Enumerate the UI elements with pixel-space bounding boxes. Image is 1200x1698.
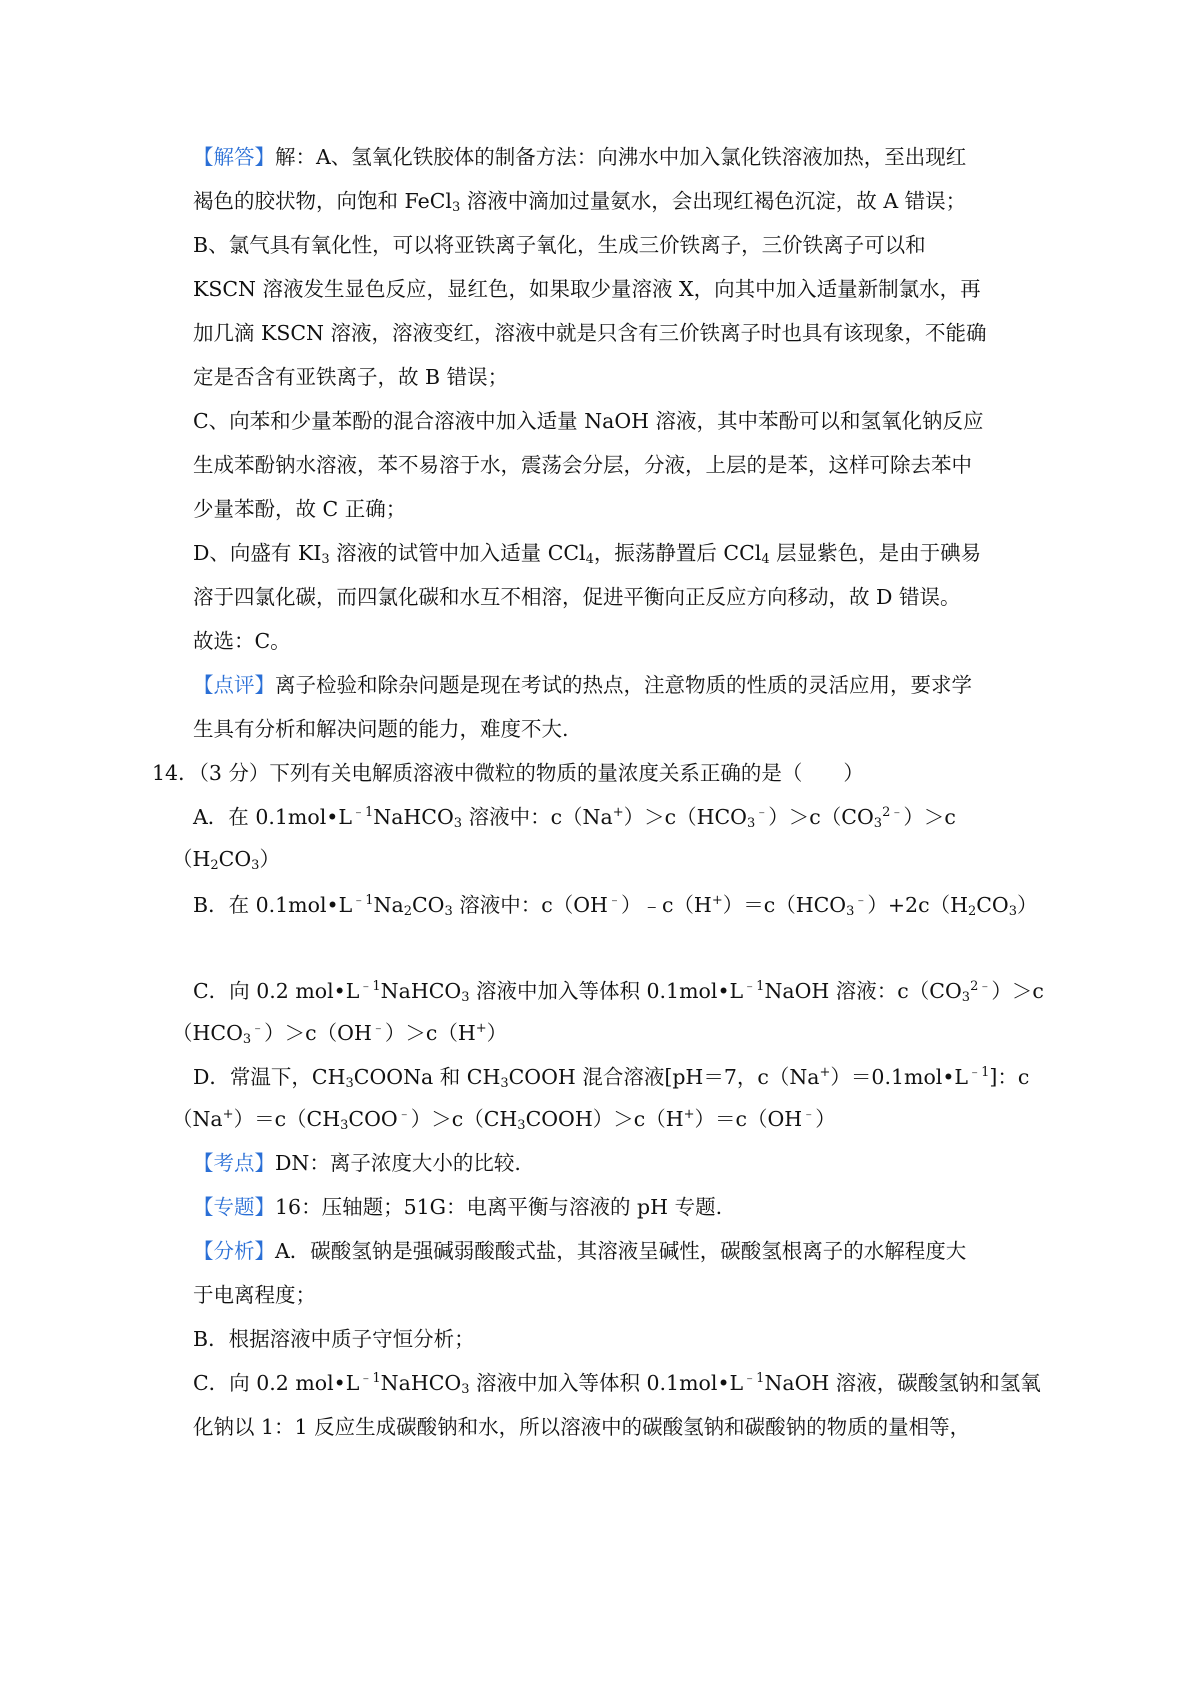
superscript: +: [819, 1065, 831, 1080]
answer-choice: 故选：C。: [193, 629, 291, 653]
subscript: 3: [500, 1076, 509, 1091]
option-text: COO: [348, 1107, 398, 1131]
subscript: 3: [461, 990, 470, 1005]
option-text: CO: [218, 847, 252, 871]
answer-line: KSCN 溶液发生显色反应，显红色，如果取少量溶液 X，向其中加入适量新制氯水，再: [193, 277, 981, 301]
option-text: NaOH 溶液：c（CO: [764, 979, 962, 1003]
option-text: ）＞c: [991, 979, 1044, 1003]
superscript: ﹣1: [352, 893, 374, 908]
option-text: ）: [259, 847, 280, 871]
subscript: 3: [321, 552, 330, 567]
answer-text: 溶液的试管中加入适量 CCl: [329, 541, 586, 565]
subscript: 3: [242, 1032, 252, 1047]
option-text: ）＞c（H: [384, 1021, 476, 1045]
superscript: ﹣1: [968, 1065, 990, 1080]
option-text: D．常温下，CH: [193, 1065, 346, 1089]
option-text: 溶液中：c（OH: [452, 893, 608, 917]
subscript: 3: [345, 1076, 354, 1091]
subscript: 3: [517, 1118, 526, 1133]
option-text: （Na: [172, 1107, 223, 1131]
analysis-line: [193, 1237, 966, 1265]
superscript: ﹣: [251, 1021, 265, 1036]
zhuanti-text: 16：压轴题；51G：电离平衡与溶液的 pH 专题.: [275, 1195, 723, 1219]
subscript: 3: [873, 816, 883, 831]
analysis-tag: 【分析】: [193, 1239, 275, 1263]
option-text: ）＞c（CH: [410, 1107, 518, 1131]
subscript: 4: [761, 552, 770, 567]
answer-text: ，振荡静置后 CCl: [593, 541, 762, 565]
option-text: （H: [172, 847, 211, 871]
answer-text: 溶液中滴加过量氨水，会出现红褐色沉淀，故 A 错误；: [460, 189, 967, 213]
subscript: 3: [846, 904, 855, 919]
comment-line: [193, 671, 972, 699]
answer-line: 溶于四氯化碳，而四氯化碳和水互不相溶，促进平衡向正反应方向移动，故 D 错误。: [193, 585, 961, 609]
option-a-continued: [172, 845, 280, 873]
subscript: 3: [453, 816, 463, 831]
answer-tag: 【解答】: [193, 145, 275, 169]
option-text: ]：c: [989, 1065, 1030, 1089]
superscript: +: [711, 893, 723, 908]
subscript: 2: [403, 904, 412, 919]
answer-line: C、向苯和少量苯酚的混合溶液中加入适量 NaOH 溶液，其中苯酚可以和氢氧化钠反应: [193, 409, 984, 433]
answer-text: 褐色的胶状物，向饱和 FeCl: [193, 189, 452, 213]
subscript: 3: [1008, 904, 1018, 919]
superscript: ﹣1: [743, 1371, 765, 1386]
analysis-text: A．碳酸氢钠是强碱弱酸酸式盐，其溶液呈碱性，碳酸氢根离子的水解程度大: [275, 1239, 967, 1263]
option-c-continued: [172, 1019, 507, 1047]
option-c: [193, 977, 1044, 1005]
answer-text: 层显紫色，是由于碘易: [769, 541, 982, 565]
option-d: [193, 1063, 1029, 1091]
analysis-text: NaHCO: [380, 1371, 462, 1395]
option-text: ）﹣c（H: [620, 893, 712, 917]
superscript: ﹣: [397, 1107, 411, 1122]
analysis-line: 于电离程度；: [193, 1283, 316, 1307]
zhuanti-line: [193, 1193, 722, 1221]
option-text: 溶液中：c（Na: [462, 805, 613, 829]
kaodian-text: DN：离子浓度大小的比较.: [275, 1151, 521, 1175]
superscript: +: [683, 1107, 695, 1122]
kaodian-line: [193, 1149, 521, 1177]
subscript: 3: [340, 1118, 349, 1133]
zhuanti-tag: 【专题】: [193, 1195, 275, 1219]
superscript: +: [612, 805, 624, 820]
option-text: （HCO: [172, 1021, 243, 1045]
option-text: Na: [373, 893, 404, 917]
kaodian-tag: 【考点】: [193, 1151, 275, 1175]
subscript: 3: [251, 858, 260, 873]
answer-line: 加几滴 KSCN 溶液，溶液变红，溶液中就是只含有三价铁离子时也具有该现象，不能确: [193, 321, 987, 345]
answer-text: D、向盛有 KI: [193, 541, 322, 565]
option-text: NaHCO: [373, 805, 454, 829]
superscript: ﹣: [371, 1021, 385, 1036]
question-stem: 14．（3 分）下列有关电解质溶液中微粒的物质的量浓度关系正确的是（ ）: [152, 761, 864, 785]
superscript: ﹣: [607, 893, 621, 908]
option-text: NaHCO: [380, 979, 462, 1003]
option-text: ）: [1017, 893, 1038, 917]
option-a: [193, 803, 956, 831]
option-text: 溶液中加入等体积 0.1mol•L: [469, 979, 744, 1003]
subscript: 3: [461, 1382, 470, 1397]
superscript: ﹣1: [359, 979, 381, 994]
option-text: CO: [976, 893, 1009, 917]
option-text: ）＝c（CH: [233, 1107, 341, 1131]
analysis-line: [193, 1369, 1041, 1397]
answer-line: [193, 187, 966, 215]
answer-line: [193, 143, 966, 171]
superscript: ﹣: [854, 893, 868, 908]
option-text: ）+2c（H: [867, 893, 968, 917]
answer-line: 生成苯酚钠水溶液，苯不易溶于水，震荡会分层，分液，上层的是苯，这样可除去苯中: [193, 453, 972, 477]
comment-line: 生具有分析和解决问题的能力，难度不大.: [193, 717, 569, 741]
superscript: +: [222, 1107, 234, 1122]
superscript: ﹣: [802, 1107, 816, 1122]
subscript: 3: [444, 904, 453, 919]
answer-line: 少量苯酚，故 C 正确；: [193, 497, 407, 521]
analysis-text: 溶液中加入等体积 0.1mol•L: [469, 1371, 744, 1395]
superscript: ﹣1: [359, 1371, 381, 1386]
superscript: +: [475, 1021, 487, 1036]
option-text: ）＞c（OH: [264, 1021, 372, 1045]
option-text: ）: [815, 1107, 836, 1131]
subscript: 3: [747, 816, 756, 831]
option-text: A．在 0.1mol•L: [193, 805, 352, 829]
analysis-text: NaOH 溶液，碳酸氢钠和氢氧: [764, 1371, 1041, 1395]
option-text: ）＞c（CO: [768, 805, 874, 829]
option-text: COOH）＞c（H: [525, 1107, 684, 1131]
superscript: 2﹣: [882, 805, 904, 820]
answer-line: 定是否含有亚铁离子，故 B 错误；: [193, 365, 509, 389]
superscript: ﹣1: [743, 979, 765, 994]
superscript: ﹣: [755, 805, 769, 820]
answer-line: [193, 539, 981, 567]
subscript: 3: [961, 990, 971, 1005]
option-text: ）＝c（OH: [694, 1107, 803, 1131]
option-text: COONa 和 CH: [353, 1065, 501, 1089]
subscript: 4: [585, 552, 594, 567]
comment-text: 离子检验和除杂问题是现在考试的热点，注意物质的性质的灵活应用，要求学: [275, 673, 972, 697]
option-text: ）: [486, 1021, 508, 1045]
option-text: ）＝0.1mol•L: [830, 1065, 969, 1089]
option-text: ）＞c: [903, 805, 956, 829]
superscript: 2﹣: [970, 979, 992, 994]
analysis-line: 化钠以 1：1 反应生成碳酸钠和水，所以溶液中的碳酸氢钠和碳酸钠的物质的量相等，: [193, 1415, 971, 1439]
option-text: B．在 0.1mol•L: [193, 893, 353, 917]
option-d-continued: [172, 1105, 836, 1133]
subscript: 2: [210, 858, 219, 873]
option-text: COOH 混合溶液[pH＝7，c（Na: [508, 1065, 820, 1089]
subscript: 2: [967, 904, 977, 919]
option-text: CO: [411, 893, 445, 917]
option-text: ）＝c（HCO: [722, 893, 847, 917]
subscript: 3: [452, 200, 461, 215]
superscript: ﹣1: [351, 805, 374, 820]
analysis-text: C．向 0.2 mol•L: [193, 1371, 360, 1395]
answer-text: 解：A、氢氧化铁胶体的制备方法：向沸水中加入氯化铁溶液加热，至出现红: [275, 145, 967, 169]
comment-tag: 【点评】: [193, 673, 275, 697]
option-text: ）＞c（HCO: [623, 805, 747, 829]
answer-line: B、氯气具有氧化性，可以将亚铁离子氧化，生成三价铁离子，三价铁离子可以和: [193, 233, 926, 257]
option-b: [193, 891, 1038, 919]
analysis-line: B．根据溶液中质子守恒分析；: [193, 1327, 475, 1351]
option-text: C．向 0.2 mol•L: [193, 979, 360, 1003]
